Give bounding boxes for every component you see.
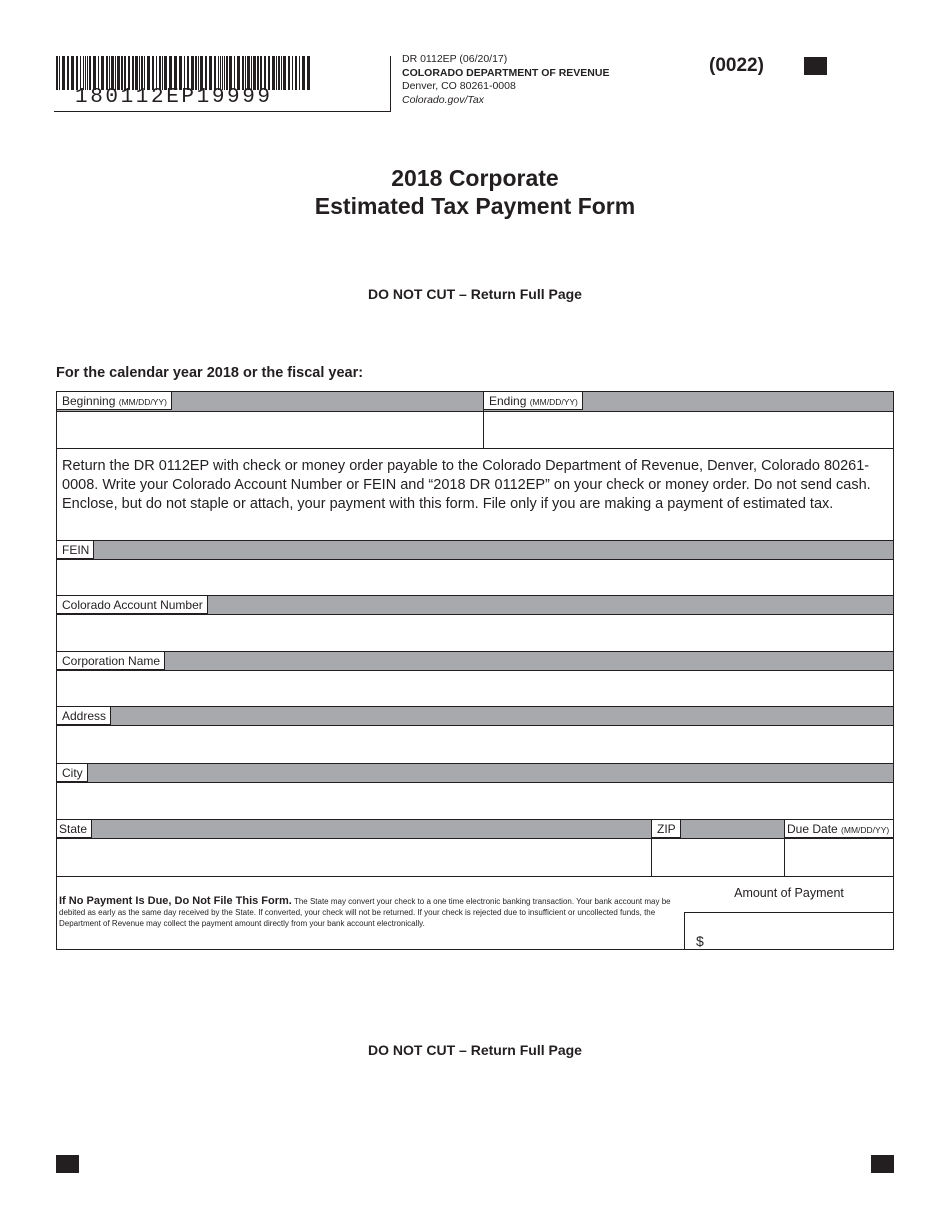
barcode-bar — [245, 56, 246, 90]
barcode-bar — [224, 56, 225, 90]
form-code: (0022) — [709, 55, 764, 76]
barcode-bar — [139, 56, 140, 90]
barcode-bar — [93, 56, 96, 90]
due-date-divider — [784, 819, 785, 876]
barcode-bar — [299, 56, 300, 90]
barcode-bar — [144, 56, 145, 90]
period-heading: For the calendar year 2018 or the fiscal year: — [56, 365, 364, 381]
barcode-bar — [62, 56, 65, 90]
city-input[interactable] — [60, 785, 890, 816]
due-date-format: (MM/DD/YY) — [841, 825, 890, 835]
barcode-bar — [253, 56, 256, 90]
barcode-bar — [179, 56, 182, 90]
barcode-bar — [292, 56, 293, 90]
page-title-line1: 2018 Corporate — [391, 165, 559, 191]
corp-name-label-bar — [57, 652, 893, 671]
barcode-bar — [278, 56, 280, 90]
barcode-bar — [198, 56, 199, 90]
zip-input[interactable] — [655, 841, 781, 873]
ending-date-input[interactable] — [487, 414, 891, 446]
barcode-bar — [169, 56, 172, 90]
barcode-bar — [251, 56, 252, 90]
barcode-bar — [87, 56, 88, 90]
barcode-bar — [76, 56, 78, 90]
barcode-bar — [191, 56, 194, 90]
barcode-bar — [124, 56, 126, 90]
barcode-bar — [101, 56, 104, 90]
account-number-label: Colorado Account Number — [57, 596, 208, 614]
barcode-bar — [276, 56, 277, 90]
barcode-bar — [121, 56, 123, 90]
barcode-bar — [56, 56, 58, 90]
header-divider — [54, 111, 390, 112]
barcode-bar — [302, 56, 305, 90]
barcode-bar — [242, 56, 244, 90]
registration-mark-top-right — [804, 57, 827, 75]
amount-box-top — [684, 912, 894, 913]
fein-label-bar — [57, 541, 893, 560]
notice-top: DO NOT CUT – Return Full Page — [368, 286, 582, 302]
header-vertical-divider — [390, 56, 391, 112]
barcode-bar — [115, 56, 116, 90]
barcode-bar — [272, 56, 275, 90]
corporation-name-input[interactable] — [60, 673, 890, 704]
barcode-bar — [147, 56, 150, 90]
barcode-bar — [281, 56, 282, 90]
barcode-bar — [67, 56, 69, 90]
barcode-bar — [264, 56, 266, 90]
barcode-bar — [162, 56, 163, 90]
barcode-bar — [268, 56, 270, 90]
barcode-bar — [109, 56, 110, 90]
period-divider — [483, 391, 484, 448]
payment-fine-print: The State may convert your check to a one time electronic banking transaction. Your bank account may be debited as early as the same day received by the State. If converted, your check will not be returned. If your check is rejected due to insufficient or uncollected funds, the Department of Revenue may collect the payment amount directly from your bank account electronically. — [59, 897, 671, 928]
barcode-bar — [111, 56, 114, 90]
barcode-bar — [174, 56, 177, 90]
barcode-bar — [257, 56, 259, 90]
amount-of-payment-label: Amount of Payment — [734, 886, 844, 900]
city-label: City — [57, 764, 88, 782]
account-number-input[interactable] — [60, 617, 890, 649]
address-input[interactable] — [60, 728, 890, 760]
barcode-bar — [71, 56, 74, 90]
barcode-bar — [141, 56, 143, 90]
barcode-bar — [135, 56, 138, 90]
barcode — [56, 56, 310, 90]
barcode-bar — [218, 56, 219, 90]
due-date-input[interactable] — [788, 841, 890, 873]
barcode-bar — [83, 56, 84, 90]
registration-mark-bottom-right — [871, 1155, 894, 1173]
department-name: COLORADO DEPARTMENT OF REVENUE — [402, 66, 610, 79]
fein-label: FEIN — [57, 541, 94, 559]
state-zip-label-bar — [57, 820, 893, 839]
no-payment-notice: If No Payment Is Due, Do Not File This Form. — [59, 895, 292, 907]
barcode-bar — [247, 56, 250, 90]
barcode-bar — [222, 56, 223, 90]
state-label: State — [57, 820, 92, 838]
department-website: Colorado.gov/Tax — [402, 93, 484, 106]
fein-input[interactable] — [60, 562, 890, 593]
barcode-bar — [288, 56, 290, 90]
dollar-sign: $ — [696, 933, 704, 949]
barcode-bar — [307, 56, 310, 90]
address-label-bar — [57, 707, 893, 726]
zip-label: ZIP — [652, 820, 681, 838]
barcode-number: 180112EP19999 — [75, 86, 273, 109]
barcode-bar — [117, 56, 120, 90]
barcode-bar — [209, 56, 212, 90]
barcode-bar — [132, 56, 134, 90]
barcode-bar — [184, 56, 185, 90]
barcode-bar — [59, 56, 60, 90]
rule — [56, 411, 894, 412]
barcode-bar — [295, 56, 297, 90]
barcode-bar — [237, 56, 240, 90]
rule — [56, 876, 894, 877]
barcode-bar — [164, 56, 167, 90]
address-label: Address — [57, 707, 111, 725]
due-date-label — [785, 820, 893, 838]
amount-box-left — [684, 912, 685, 950]
rule — [56, 838, 894, 839]
barcode-bar — [214, 56, 216, 90]
rule — [56, 448, 894, 449]
zip-divider — [651, 819, 652, 876]
amount-of-payment-input[interactable] — [712, 918, 888, 946]
department-address: Denver, CO 80261-0008 — [402, 80, 516, 92]
barcode-bar — [283, 56, 286, 90]
barcode-bar — [200, 56, 203, 90]
beginning-label-text: Beginning — [62, 394, 116, 408]
barcode-bar — [89, 56, 91, 90]
corporation-name-label: Corporation Name — [57, 652, 165, 670]
barcode-bar — [234, 56, 235, 90]
rule — [56, 670, 894, 671]
instructions-text: Return the DR 0112EP with check or money order payable to the Colorado Department of Revenue, Denver, Colorado 80261-0008. Write your Colorado Account Number or FEIN and “2018 DR 0112EP” on your check or money order. Do not send cash. Enclose, but do not staple or attach, your payment with this form. File only if you are making a payment of estimated tax. — [62, 458, 871, 512]
barcode-bar — [98, 56, 99, 90]
agency-block — [402, 53, 609, 107]
form-revision: DR 0112EP (06/20/17) — [402, 53, 508, 65]
rule — [56, 782, 894, 783]
page-title-line2: Estimated Tax Payment Form — [314, 193, 636, 219]
barcode-bar — [156, 56, 157, 90]
payment-notice — [59, 896, 681, 929]
barcode-bar — [106, 56, 108, 90]
barcode-bar — [80, 56, 81, 90]
barcode-bar — [187, 56, 189, 90]
barcode-bar — [152, 56, 154, 90]
ending-label-text: Ending — [489, 394, 527, 408]
ending-format: (MM/DD/YY) — [529, 397, 578, 407]
barcode-bar — [195, 56, 197, 90]
city-label-bar — [57, 764, 893, 783]
barcode-bar — [159, 56, 161, 90]
beginning-date-input[interactable] — [60, 414, 480, 446]
barcode-bar — [226, 56, 228, 90]
rule — [56, 559, 894, 560]
barcode-bar — [205, 56, 207, 90]
registration-mark-bottom-left — [56, 1155, 79, 1173]
barcode-bar — [229, 56, 232, 90]
state-input[interactable] — [60, 841, 648, 873]
barcode-bar — [128, 56, 130, 90]
barcode-bar — [220, 56, 221, 90]
period-label-bar — [57, 392, 893, 411]
ending-label — [484, 392, 583, 410]
beginning-label — [57, 392, 172, 410]
due-date-label-text: Due Date — [787, 822, 838, 836]
barcode-bar — [260, 56, 262, 90]
barcode-bar — [85, 56, 86, 90]
notice-bottom: DO NOT CUT – Return Full Page — [368, 1042, 582, 1058]
beginning-format: (MM/DD/YY) — [118, 397, 167, 407]
rule — [56, 614, 894, 615]
rule — [56, 725, 894, 726]
